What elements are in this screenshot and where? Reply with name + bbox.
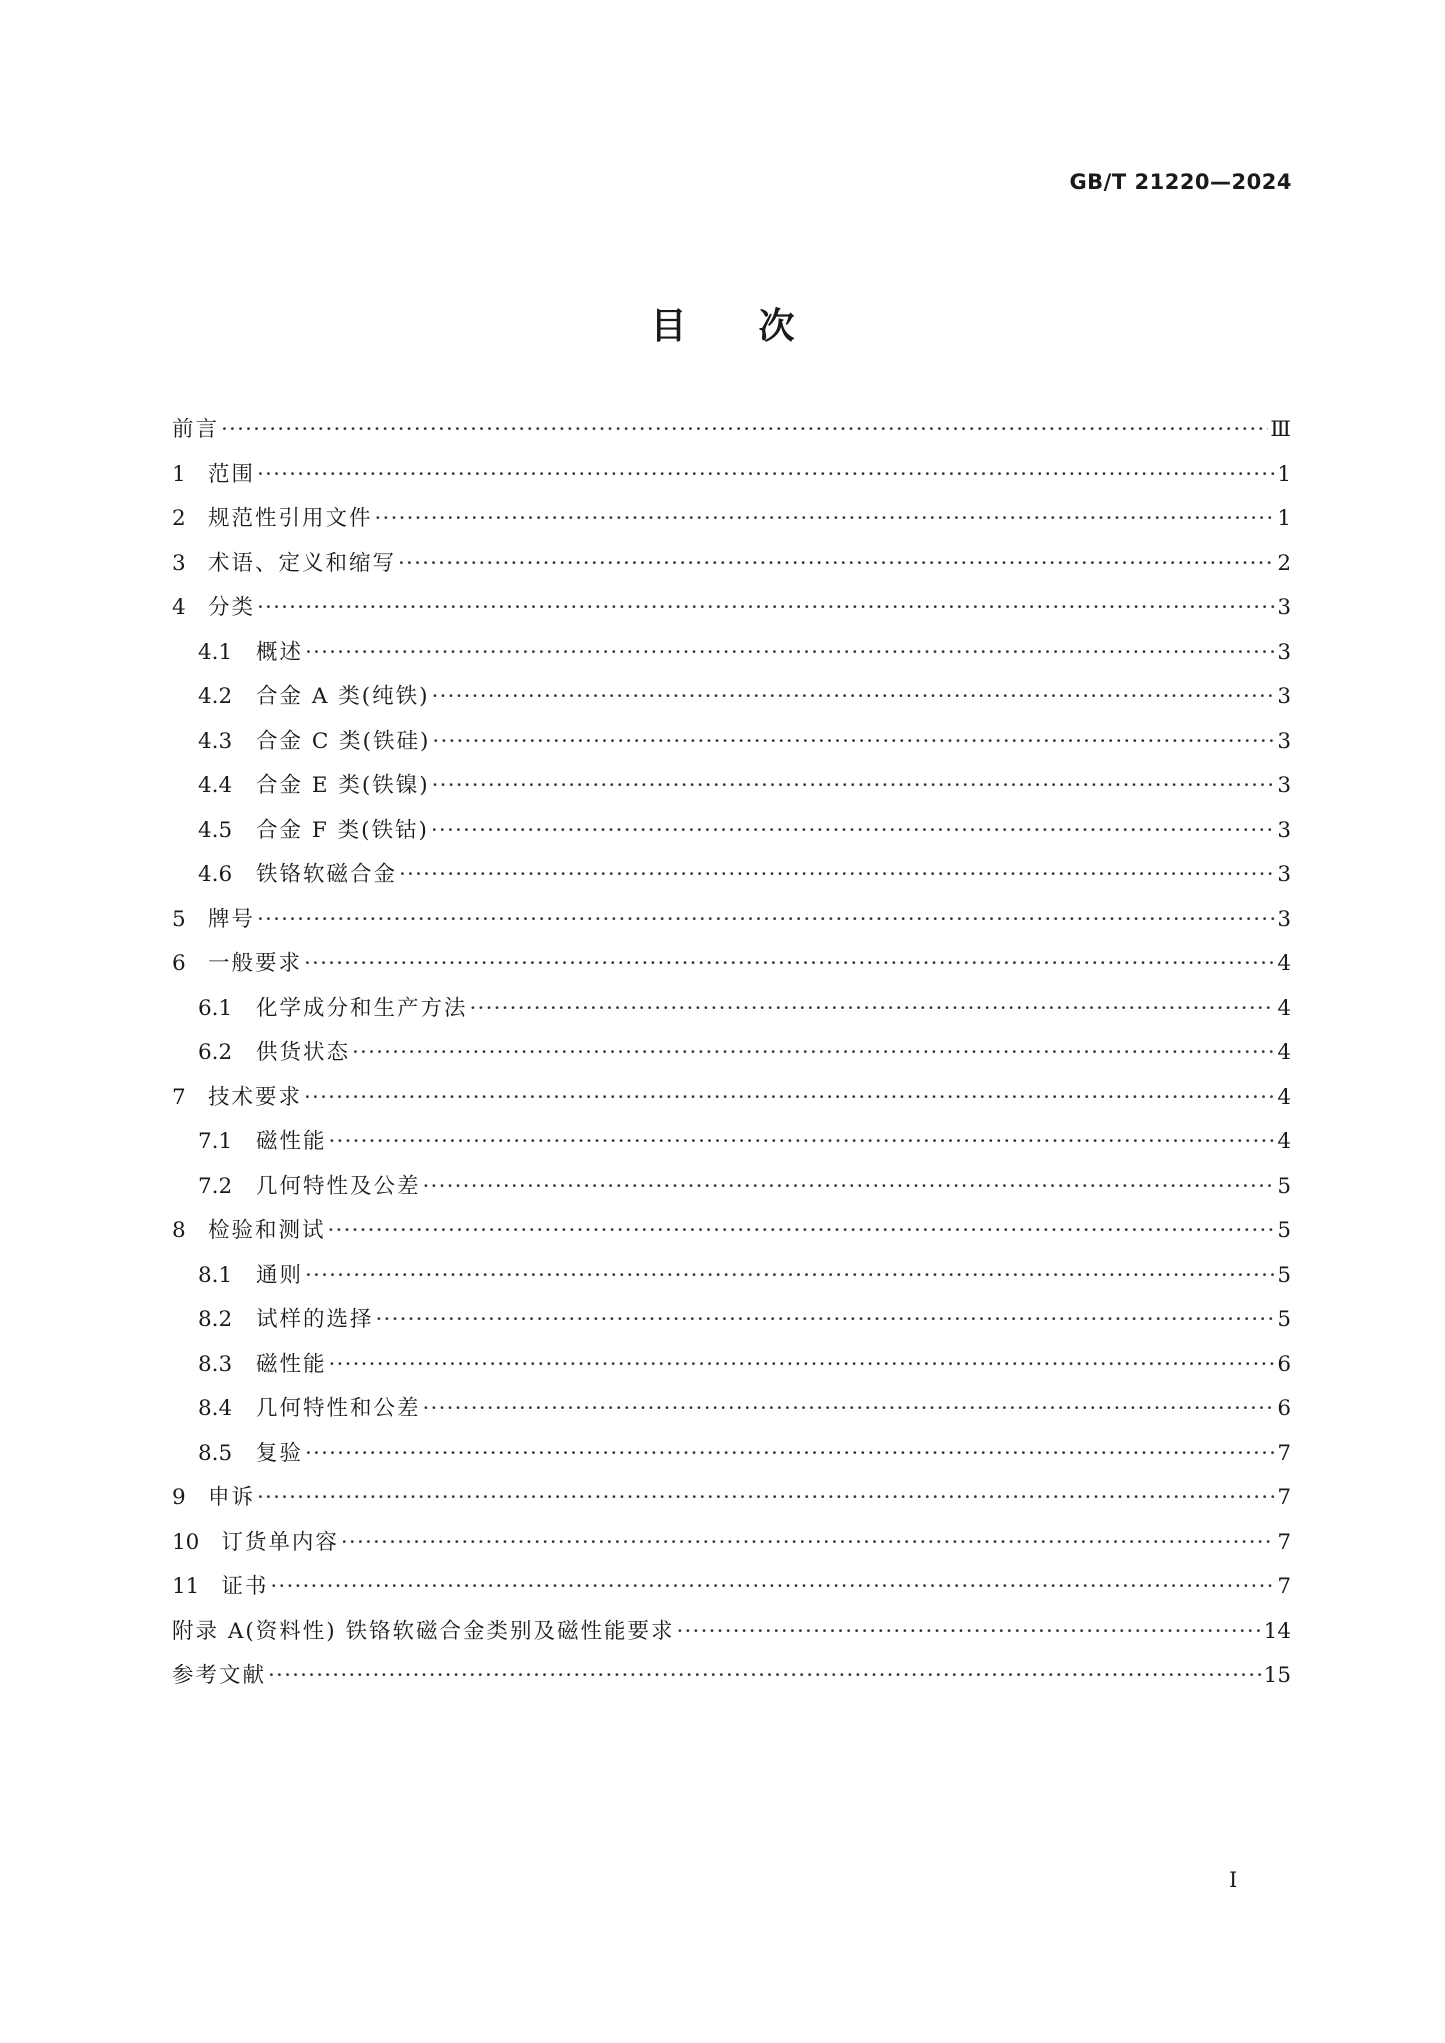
toc-dot-leader [432, 720, 1275, 765]
toc-entry[interactable] [172, 586, 1291, 631]
toc-entry-label: 复验 [256, 1440, 304, 1466]
toc-dot-leader [257, 453, 1275, 498]
toc-dot-leader [376, 1298, 1276, 1343]
toc-entry-page: 4 [1277, 1129, 1291, 1154]
toc-entry-page: Ⅲ [1270, 417, 1291, 442]
toc-entry-page: 4 [1277, 995, 1291, 1021]
toc-entry-page: 3 [1277, 595, 1291, 620]
toc-entry-label: 几何特性和公差 [256, 1396, 421, 1421]
toc-dot-leader [341, 1521, 1275, 1566]
toc-entry-number: 8.2 [198, 1307, 233, 1332]
toc-entry-number: 4 [172, 595, 186, 620]
toc-entry[interactable] [172, 853, 1291, 898]
toc-dot-leader [305, 631, 1275, 676]
toc-entry-number: 4.1 [198, 639, 233, 665]
toc-entry[interactable] [172, 1610, 1291, 1655]
toc-entry-page: 7 [1277, 1440, 1291, 1466]
page-number: I [1229, 1868, 1238, 1892]
toc-entry-label: 概述 [256, 639, 304, 665]
toc-entry-label: 合金 C 类(铁硅) [256, 728, 431, 754]
toc-dot-leader [268, 1654, 1262, 1699]
toc-entry[interactable] [172, 497, 1291, 542]
toc-dot-leader [375, 497, 1276, 542]
toc-dot-leader [304, 942, 1275, 987]
toc-entry-page: 3 [1277, 906, 1291, 932]
toc-entry-label: 磁性能 [256, 1351, 327, 1377]
toc-entry[interactable] [172, 1343, 1291, 1388]
toc-dot-leader [257, 1476, 1275, 1521]
toc-entry[interactable] [172, 1521, 1291, 1566]
toc-dot-leader [328, 1209, 1276, 1254]
toc-entry-number: 4.6 [198, 862, 233, 887]
toc-entry-page: 14 [1263, 1618, 1291, 1644]
toc-dot-leader [423, 1165, 1276, 1210]
toc-entry[interactable] [172, 1476, 1291, 1521]
toc-dot-leader [398, 542, 1275, 587]
toc-entry[interactable] [172, 1432, 1291, 1477]
toc-entry-label: 供货状态 [256, 1040, 351, 1065]
toc-entry-label: 合金 E 类(铁镍) [256, 773, 430, 798]
toc-entry-page: 7 [1277, 1574, 1291, 1599]
toc-dot-leader [270, 1565, 1275, 1610]
toc-entry-label: 订货单内容 [221, 1529, 339, 1555]
toc-entry[interactable] [172, 408, 1291, 453]
toc-entry-page: 2 [1277, 550, 1291, 576]
toc-entry[interactable] [172, 1165, 1291, 1210]
toc-entry-number: 8.3 [198, 1351, 233, 1377]
toc-entry-page: 5 [1277, 1218, 1291, 1243]
toc-entry[interactable] [172, 720, 1291, 765]
toc-entry[interactable] [172, 631, 1291, 676]
toc-entry-page: 7 [1277, 1529, 1291, 1555]
toc-entry-label: 参考文献 [172, 1663, 267, 1688]
toc-entry-label: 检验和测试 [208, 1218, 326, 1243]
page-title: 目次 [650, 305, 867, 347]
toc-entry[interactable] [172, 1565, 1291, 1610]
toc-entry-label: 磁性能 [256, 1129, 327, 1154]
toc-entry-page: 3 [1277, 862, 1291, 887]
toc-dot-leader [305, 1254, 1275, 1299]
toc-entry-number: 8.4 [198, 1396, 233, 1421]
toc-entry-number: 4.3 [198, 728, 233, 754]
toc-entry[interactable] [172, 898, 1291, 943]
toc-entry-number: 4.5 [198, 817, 233, 843]
toc-entry-page: 5 [1277, 1307, 1291, 1332]
toc-entry-label: 几何特性及公差 [256, 1173, 421, 1199]
toc-entry-label: 化学成分和生产方法 [256, 995, 468, 1021]
toc-dot-leader [470, 987, 1276, 1032]
toc-entry-page: 3 [1277, 684, 1291, 709]
toc-entry-label: 申诉 [208, 1485, 256, 1510]
toc-entry-page: 4 [1277, 951, 1291, 976]
toc-entry-number: 4.4 [198, 773, 233, 798]
toc-dot-leader [221, 408, 1268, 453]
toc-entry-page: 4 [1277, 1084, 1291, 1110]
toc-entry[interactable] [172, 1387, 1291, 1432]
toc-entry[interactable] [172, 453, 1291, 498]
toc-entry-number: 3 [172, 550, 186, 576]
toc-entry[interactable] [172, 942, 1291, 987]
toc-entry-label: 技术要求 [208, 1084, 303, 1110]
toc-entry-label: 范围 [208, 461, 256, 487]
toc-entry[interactable] [172, 987, 1291, 1032]
toc-entry-page: 3 [1277, 728, 1291, 754]
toc-entry[interactable] [172, 764, 1291, 809]
toc-entry-page: 3 [1277, 639, 1291, 665]
toc-entry-page: 1 [1277, 506, 1291, 531]
toc-entry-label: 规范性引用文件 [208, 506, 373, 531]
toc-entry-label: 铁铬软磁合金 [256, 862, 398, 887]
toc-dot-leader [329, 1120, 1276, 1165]
toc-entry-page: 1 [1277, 461, 1291, 487]
toc-entry-label: 合金 F 类(铁钴) [256, 817, 429, 843]
toc-entry-label: 分类 [208, 595, 256, 620]
toc-entry[interactable] [172, 1076, 1291, 1121]
toc-entry-number: 7 [172, 1084, 186, 1110]
toc-entry-number: 6.1 [198, 995, 233, 1021]
toc-entry-number: 8.5 [198, 1440, 233, 1466]
toc-entry-number: 11 [172, 1574, 200, 1599]
toc-dot-leader [352, 1031, 1275, 1076]
toc-entry-number: 10 [172, 1529, 200, 1555]
toc-entry-number: 6.2 [198, 1040, 233, 1065]
toc-dot-leader [329, 1343, 1276, 1388]
toc-dot-leader [676, 1610, 1261, 1655]
toc-entry-page: 15 [1263, 1663, 1291, 1688]
toc-entry[interactable] [172, 1209, 1291, 1254]
toc-entry-number: 7.2 [198, 1173, 233, 1199]
toc-entry-number: 5 [172, 906, 186, 932]
toc-entry-page: 5 [1277, 1173, 1291, 1199]
toc-dot-leader [431, 675, 1275, 720]
toc-entry-label: 通则 [256, 1262, 304, 1288]
toc-entry-label: 前言 [172, 417, 220, 442]
toc-entry-number: 8.1 [198, 1262, 233, 1288]
toc-dot-leader [257, 586, 1275, 631]
toc-entry[interactable] [172, 1254, 1291, 1299]
toc-entry-label: 牌号 [208, 906, 256, 932]
toc-entry-label: 试样的选择 [256, 1307, 374, 1332]
toc-dot-leader [305, 1432, 1275, 1477]
toc-entry[interactable] [172, 542, 1291, 587]
toc-entry-page: 7 [1277, 1485, 1291, 1510]
toc-entry-number: 6 [172, 951, 186, 976]
toc-entry-number: 7.1 [198, 1129, 233, 1154]
toc-entry-page: 4 [1277, 1040, 1291, 1065]
toc-dot-leader [304, 1076, 1275, 1121]
toc-dot-leader [423, 1387, 1276, 1432]
toc-entry-number: 1 [172, 461, 186, 487]
toc-entry-page: 3 [1277, 773, 1291, 798]
toc-entry[interactable] [172, 809, 1291, 854]
toc-entry-page: 6 [1277, 1351, 1291, 1377]
toc-entry-label: 合金 A 类(纯铁) [256, 684, 430, 709]
standard-code: GB/T 21220—2024 [1069, 170, 1292, 194]
toc-dot-leader [257, 898, 1275, 943]
toc-entry-page: 3 [1277, 817, 1291, 843]
toc-entry[interactable] [172, 1031, 1291, 1076]
toc-entry-page: 5 [1277, 1262, 1291, 1288]
toc-dot-leader [399, 853, 1275, 898]
toc-entry-page: 6 [1277, 1396, 1291, 1421]
toc-entry-label: 证书 [221, 1574, 269, 1599]
table-of-contents [172, 408, 1291, 1699]
toc-entry[interactable] [172, 1298, 1291, 1343]
toc-entry-number: 8 [172, 1218, 186, 1243]
toc-entry-number: 2 [172, 506, 186, 531]
toc-entry[interactable] [172, 1654, 1291, 1699]
toc-dot-leader [432, 764, 1276, 809]
toc-entry-label: 一般要求 [208, 951, 303, 976]
toc-entry-number: 4.2 [198, 684, 233, 709]
toc-entry-number: 9 [172, 1485, 186, 1510]
toc-entry-label: 术语、定义和缩写 [208, 550, 397, 576]
toc-entry[interactable] [172, 1120, 1291, 1165]
toc-dot-leader [431, 809, 1275, 854]
toc-entry[interactable] [172, 675, 1291, 720]
toc-entry-label: 附录 A(资料性) 铁铬软磁合金类别及磁性能要求 [172, 1618, 675, 1644]
